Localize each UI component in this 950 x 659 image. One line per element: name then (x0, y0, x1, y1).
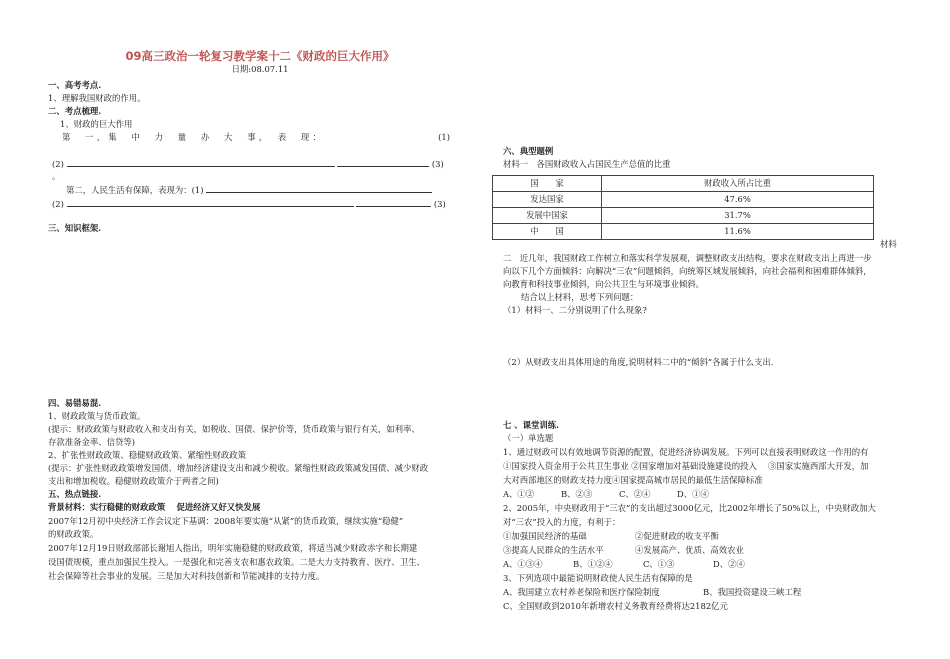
answer-blank[interactable] (206, 183, 432, 193)
exercise-2-item: ①加强国民经济的基础 (503, 531, 587, 541)
hotspot-paragraph-1a: 2007年12月初中央经济工作会议定下基调：2008年要实施“从紧”的货币政策，继续实施“稳健” (48, 516, 404, 526)
hotspot-paragraph-2c: 社会保障等社会事业的发展。三是加大对科技创新和节能减排的支持力度。 (48, 571, 325, 581)
material-2-label-tail: 材料 (880, 239, 897, 249)
section-1-item: 1、理解我国财政的作用。 (48, 93, 146, 103)
single-choice-subheading: （一）单选题 (503, 433, 554, 443)
section-4-item2: 2、扩张性财政政策、稳健财政政策、紧缩性财政政策 (48, 450, 246, 460)
fill-line-2 (52, 157, 450, 170)
table-cell: 11.6% (602, 224, 874, 240)
table-header-row (493, 176, 874, 192)
section-4-heading: 四、易错易混. (48, 398, 102, 408)
option-d[interactable]: D、①④ (677, 489, 709, 499)
material-2-text-b: 向以下几个方面倾斜：向解决“三农”问题倾斜，向统筹区域发展倾斜，向社会福利和困难群体倾斜， (503, 266, 872, 276)
section-4-hint1b: 存款准备金率、信贷等) (48, 437, 136, 447)
option-d[interactable]: D、②④ (713, 559, 745, 569)
option-b[interactable]: B、①②④ (573, 559, 613, 569)
exercise-2-stem-cont: 对“三农”投入的力度，有利于： (503, 517, 621, 527)
table-header-cell: 财政收入所占比重 (602, 176, 874, 192)
date-label: 日期:08.07.11 (231, 64, 289, 74)
hotspot-paragraph-1b: 的财政政策。 (48, 529, 99, 539)
exercise-2-item: ③提高人民群众的生活水平 (503, 545, 604, 555)
exercise-3-stem: 3、下列选项中最能说明财政使人民生活有保障的是 (503, 573, 693, 583)
exercise-2-options (503, 558, 783, 570)
option-c[interactable]: C、①③ (643, 559, 675, 569)
option-b[interactable]: B、②③ (561, 489, 593, 499)
material-1-caption: 材料一 各国财政收入占国民生产总值的比重 (503, 159, 671, 169)
material-2-text-a: 二 近几年，我国财政工作树立和落实科学发展观，调整财政支出结构，要求在财政支出上再进一步 (503, 253, 872, 263)
option-a[interactable]: A、①③④ (503, 559, 543, 569)
table-cell: 47.6% (602, 192, 874, 208)
section-1-heading: 一、高考考点. (48, 80, 102, 90)
fill-line-4-mark: (2) (52, 199, 64, 209)
option-c[interactable]: C、②④ (619, 489, 651, 499)
fill-line-1-prefix: 第 一，集 中 力 量 办 大 事， 表 现： (62, 132, 325, 142)
exercise-2-stem: 2、2005年，中央财政用于“三农”的支出超过3000亿元，比2002年增长了50%以上，中央财政加大 (503, 503, 876, 513)
exercise-1-stem: 1、通过财政可以有效地调节资源的配置，促进经济协调发展。下列可以直接表明财政这一作用的有 (503, 447, 869, 457)
fill-line-1-end: (1) (438, 132, 450, 142)
hotspot-paragraph-2b: 设国债规模，重点加强民生投入。一是强化和完善支农和惠农政策。二是大力支持教育、医疗、卫生、 (48, 557, 425, 567)
section-6-heading: 六、典型题例 (503, 146, 554, 156)
answer-blank[interactable] (67, 157, 335, 167)
question-prompt: 结合以上材料，思考下列问题： (521, 292, 639, 302)
page-title: 09高三政治一轮复习教学案十二《财政的巨大作用》 (125, 49, 395, 63)
exercise-1-items: ①国家投入资金用于公共卫生事业 ②国家增加对基础设施建设的投入 ③国家实施西部大开发，加 (503, 461, 869, 471)
table-row (493, 224, 874, 240)
answer-blank[interactable] (356, 197, 431, 207)
fill-line-4-end: (3) (433, 199, 446, 209)
fill-line-1 (62, 131, 450, 143)
section-4-hint2a: (提示：扩张性财政政策增发国债、增加经济建设支出和减少税收。紧缩性财政政策减发国债、减少财政 (48, 463, 429, 473)
section-2-item1: 1、财政的巨大作用 (60, 119, 133, 129)
fiscal-ratio-table (492, 175, 874, 240)
table-cell: 发展中国家 (493, 208, 602, 224)
fill-line-4 (52, 197, 446, 210)
table-header-cell: 国 家 (493, 176, 602, 192)
section-5-heading: 五、热点链接. (48, 489, 102, 499)
answer-blank[interactable] (67, 197, 354, 207)
table-row (493, 208, 874, 224)
exercise-1-items-cont: 大对西部地区的财政支持力度④国家提高城市居民的最低生活保障标准 (503, 475, 763, 485)
exercise-2-item: ②促进财政的收支平衡 (635, 531, 719, 541)
option-c[interactable]: C、全国财政到2010年新增农村义务教育经费将达2182亿元 (503, 601, 728, 611)
exercise-2-items-row1 (503, 530, 719, 542)
table-cell: 发达国家 (493, 192, 602, 208)
question-2: （2）从财政支出具体用途的角度,说明材料二中的“倾斜”各属于什么支出. (503, 357, 774, 367)
fill-line-3-prefix: 第二，人民生活有保障，表现为：(1) (66, 185, 204, 195)
answer-blank[interactable] (337, 157, 429, 167)
table-row (493, 192, 874, 208)
fill-line-2-mark: (2) (52, 159, 64, 169)
option-a[interactable]: A、我国建立农村养老保险和医疗保险制度 (503, 587, 660, 597)
table-cell: 中 国 (493, 224, 602, 240)
material-2-text-c: 向教育和科技事业倾斜，向公共卫生与环境事业倾斜。 (503, 279, 704, 289)
section-4-hint1a: (提示：财政政策与财政收入和支出有关，如税收、国债、保护价等，货币政策与银行有关，如利率、 (48, 424, 420, 434)
fill-line-3 (66, 183, 432, 196)
section-7-heading: 七 、课堂训练. (503, 420, 560, 430)
background-material-label: 背景材料：实行稳健的财政政策 促进经济又好又快发展 (48, 502, 261, 512)
option-a[interactable]: A、①② (503, 489, 535, 499)
option-b[interactable]: B、我国投资建设三峡工程 (703, 587, 802, 597)
section-2-heading: 二、考点梳理. (48, 106, 102, 116)
exercise-2-items-row2 (503, 544, 744, 556)
exercise-1-options (503, 488, 735, 500)
fill-line-2-end: (3) (431, 159, 444, 169)
section-3-heading: 三、知识框架. (48, 223, 102, 233)
fill-line-2-period: 。 (52, 171, 61, 181)
table-cell: 31.7% (602, 208, 874, 224)
exercise-2-item: ④发展高产、优质、高效农业 (635, 545, 744, 555)
question-1: （1）材料一、二分别说明了什么现象? (503, 305, 647, 315)
section-4-hint2b: 支出和增加税收。稳健财政政策介于两者之间) (48, 476, 219, 486)
hotspot-paragraph-2a: 2007年12月19日财政部部长谢旭人指出，明年实施稳健的财政政策，将适当减少财政赤字和长期建 (48, 543, 418, 553)
section-4-item1: 1、财政政策与货币政策。 (48, 411, 146, 421)
exercise-3-options-row1 (503, 586, 801, 598)
